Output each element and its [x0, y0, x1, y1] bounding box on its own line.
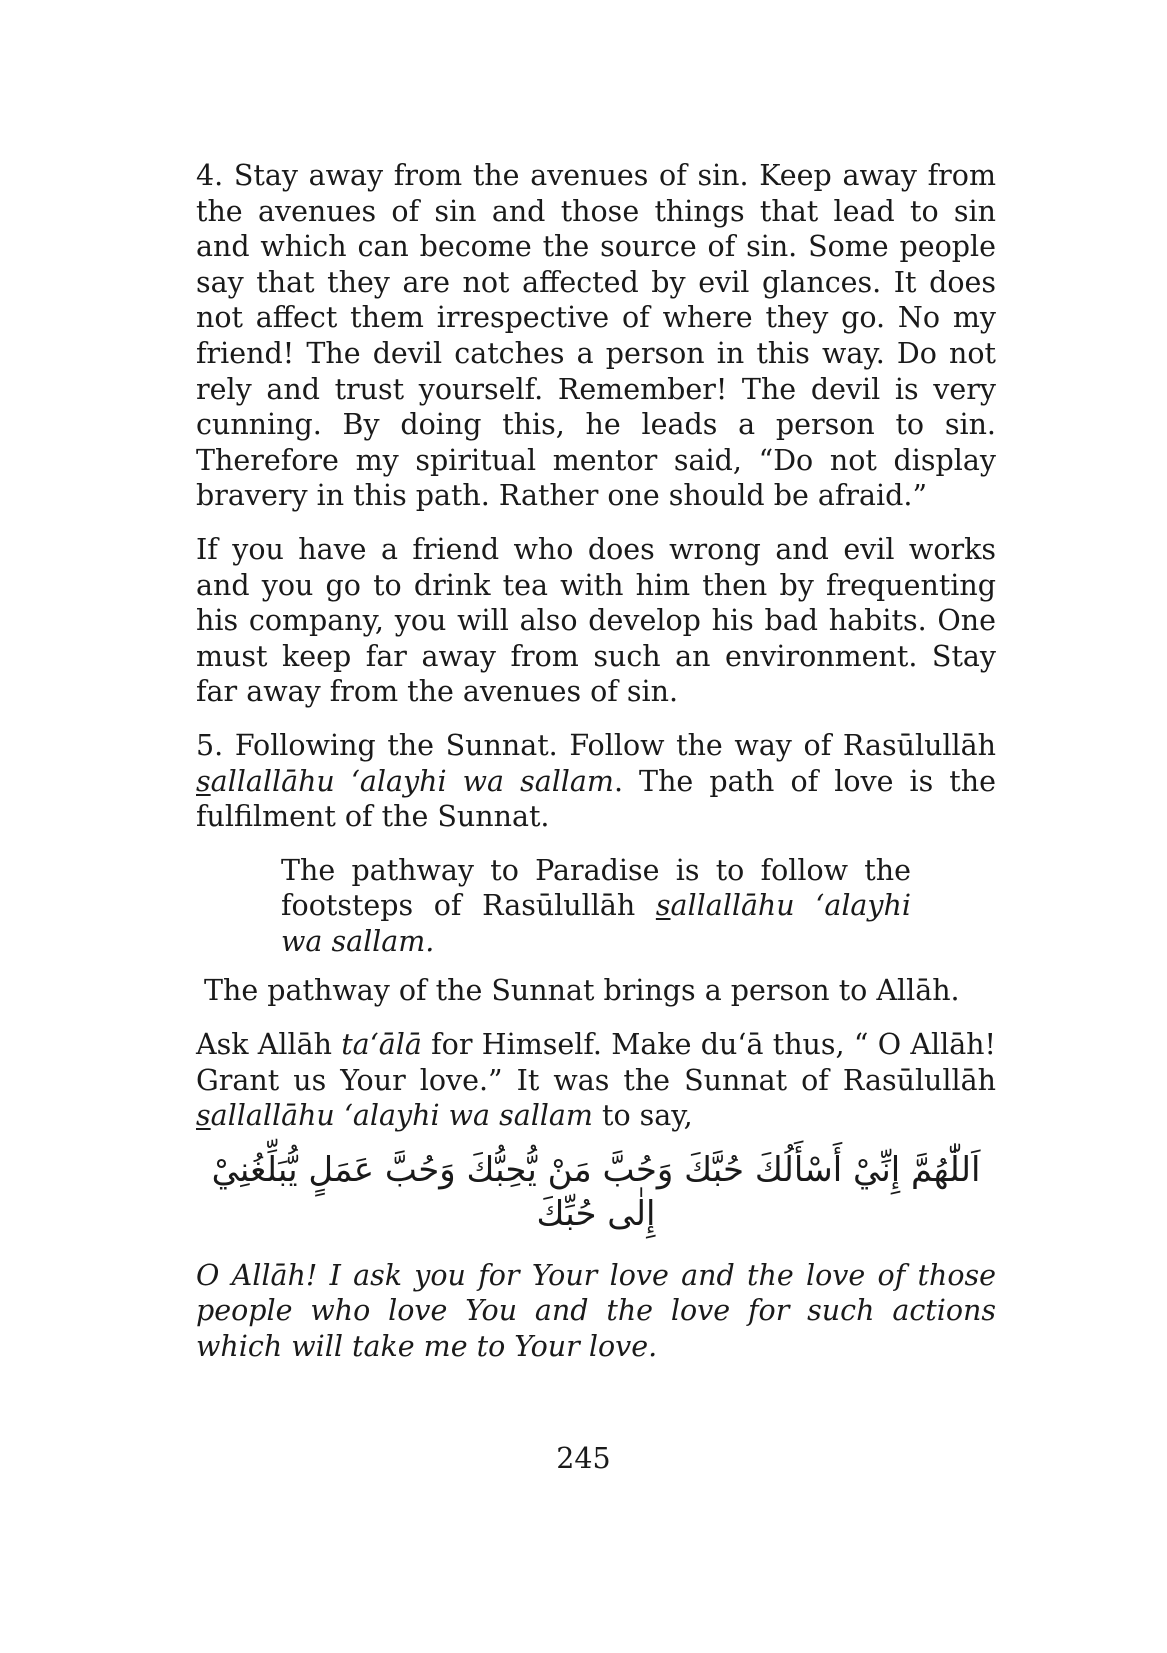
text-segment: Ask Allāh: [196, 1028, 342, 1062]
text-segment: The pathway to Paradise is to follow the footsteps of Rasūlullāh: [281, 853, 911, 923]
paragraph-following-sunnat: [196, 728, 996, 835]
honorific-underlined-letter: s: [655, 889, 671, 923]
honorific-underlined-letter: s: [196, 1099, 211, 1133]
arabic-dua: اَللّٰهُمَّ إِنِّيْ أَسْأَلُكَ حُبَّكَ وَحُبَّ مَنْ يُّحِبُّكَ وَحُبَّ عَمَلٍ يُّبَلِّغُنِيْ إِلٰى حُبِّكَ: [211, 1149, 981, 1234]
text-segment: 5. Following the Sunnat. Follow the way of Rasūlullāh: [196, 728, 996, 762]
text-segment: to say,: [592, 1099, 693, 1133]
paragraph-pathway-sunnat: The pathway of the Sunnat brings a person to Allāh.: [204, 974, 960, 1008]
honorific-underlined-letter: s: [196, 764, 211, 798]
honorific: [196, 1099, 593, 1132]
text-segment: for Himself. Make du‘ā thus, “ O Allāh! Grant us Your love.” It was the Sunnat of Rasūlullāh: [196, 1028, 996, 1097]
paragraph-bad-friend: If you have a friend who does wrong and evil works and you go to drink tea with him then by frequenting his company, you will also develop his bad habits. One must keep far away from such an environment. Stay far away from the avenues of sin.: [196, 532, 996, 709]
honorific: [196, 765, 614, 798]
paragraph-stay-away-from-sin: 4. Stay away from the avenues of sin. Keep away from the avenues of sin and those things that lead to sin and which can become the source of sin. Some people say that they are not affected by evil glances. It does not affect them irrespective of where they go. No my friend! The devil catches a person in this way. Do not rely and trust yourself. Remember! The devil is very cunning. By doing this, he leads a person to sin. Therefore my spiritual mentor said, “Do not display bravery in this path. Rather one should be afraid.”: [196, 159, 996, 513]
dua-translation: O Allāh! I ask you for Your love and the love of those people who love You and the love for such actions which will take me to Your love.: [196, 1258, 996, 1364]
block-quote-paradise: [281, 853, 911, 960]
paragraph-ask-allah: [196, 1027, 996, 1134]
term-taala: ta‘ālā: [341, 1028, 422, 1062]
page-body: [196, 158, 996, 1365]
honorific-rest: allallāhu ‘alayhi wa sallam: [210, 1099, 593, 1133]
honorific-rest: allallāhu ‘alayhi wa sallam.: [281, 889, 911, 958]
honorific-rest: allallāhu ‘alayhi wa sallam: [210, 764, 614, 798]
text-segment: . The path of love is the fulfilment of the Sunnat.: [196, 764, 996, 834]
page-number: 245: [556, 1442, 611, 1475]
